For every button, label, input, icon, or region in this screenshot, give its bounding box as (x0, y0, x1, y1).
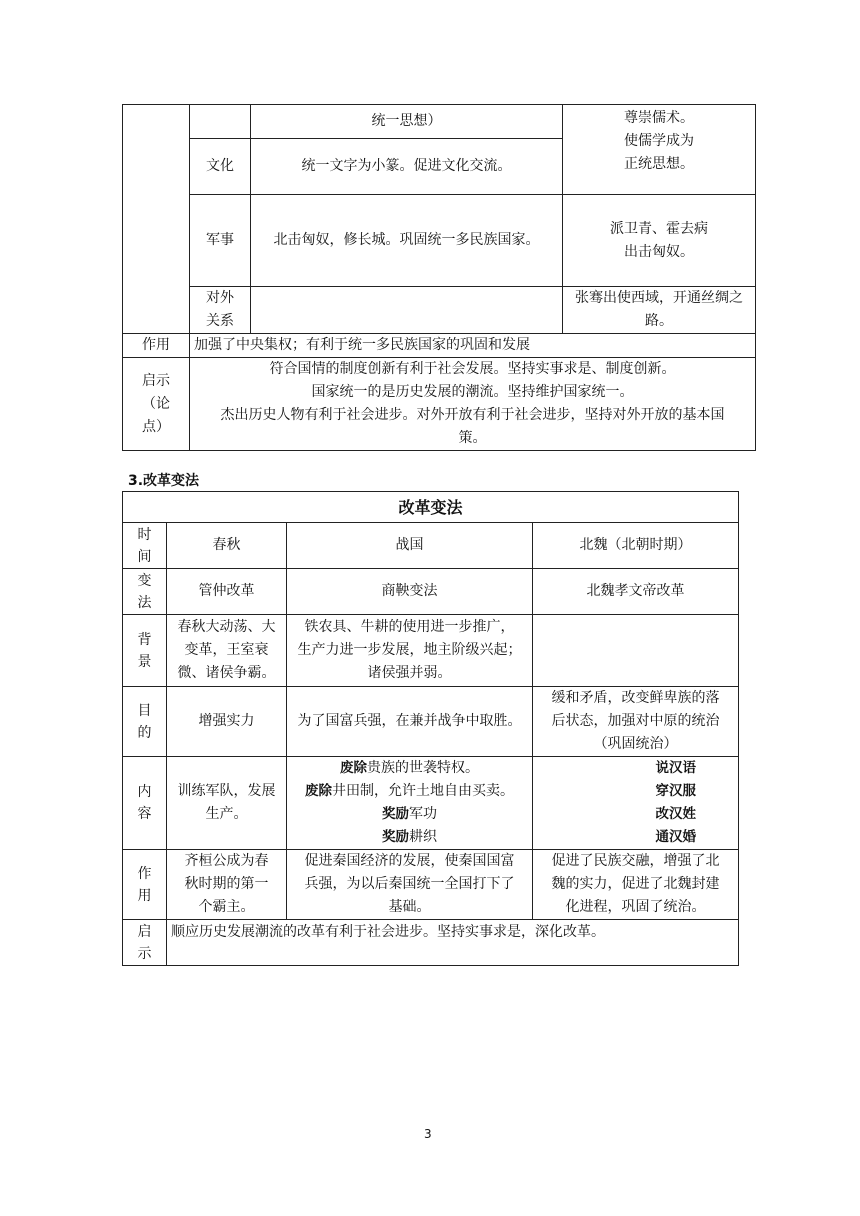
text-line (537, 780, 696, 803)
row-label (123, 850, 167, 920)
section-heading: 3.改革变法 (128, 473, 200, 489)
text-line: （巩固统治） (593, 736, 678, 752)
text-line: 化进程，巩固了统治。 (565, 899, 706, 915)
bold-keyword: 奖励 (382, 806, 409, 822)
text-line: 生产力进一步发展，地主阶级兴起； (297, 642, 522, 658)
text-line: 春秋大动荡、大 (177, 619, 276, 635)
table-row (123, 523, 739, 569)
text-cell: 统一文字为小篆。促进文化交流。 (251, 139, 563, 195)
text-line: 符合国情的制度创新有利于社会发展。坚持实事求是、制度创新。 (269, 361, 676, 377)
text-cell: 管仲改革 (167, 569, 287, 615)
table-row (123, 287, 756, 334)
text-cell (533, 850, 739, 920)
text-cell: 商鞅变法 (287, 569, 533, 615)
row-label (190, 287, 251, 334)
text-line: 法 (137, 594, 152, 611)
text-line: 启 (137, 923, 152, 940)
text-line: 铁农具、牛耕的使用进一步推广， (304, 619, 515, 635)
han-policy-table (122, 104, 756, 451)
text-line: 路。 (645, 313, 673, 329)
text-line: 启示 (142, 372, 170, 389)
bold-keyword: 奖励 (382, 829, 409, 845)
text-line: 杰出历史人物有利于社会进步。对外开放有利于社会进步，坚持对外开放的基本国 (220, 407, 725, 423)
empty-cell (251, 287, 563, 334)
text-line: 兵强，为以后秦国统一全国打下了 (304, 876, 515, 892)
table-title-row (123, 492, 739, 523)
text-line: 内 (137, 784, 152, 800)
text-line (291, 803, 528, 826)
text-cell: 统一思想） (251, 105, 563, 139)
confucianism-cell (563, 105, 756, 195)
text-line: 背 (137, 631, 152, 648)
text-line: 诸侯强并弱。 (367, 665, 452, 681)
bold-keyword: 废除 (340, 760, 367, 776)
text-cell (533, 687, 739, 757)
text-cell (287, 615, 533, 687)
text-line: 缓和矛盾，改变鲜卑族的落 (551, 690, 720, 706)
text-line: 生产。 (205, 806, 248, 822)
empty-cell (190, 105, 251, 139)
row-label (123, 358, 190, 451)
row-label (123, 523, 167, 569)
row-label (123, 569, 167, 615)
text-cell (190, 358, 756, 451)
text-line (291, 780, 528, 803)
text-line: 关系 (206, 313, 234, 329)
text-cell: 顺应历史发展潮流的改革有利于社会进步。坚持实事求是，深化改革。 (167, 920, 739, 966)
table-row (123, 358, 756, 451)
text-cell: 加强了中央集权；有利于统一多民族国家的巩固和发展 (190, 334, 756, 358)
text-cell (167, 757, 287, 850)
text-line: 齐桓公成为春 (184, 853, 269, 869)
table-row (123, 569, 739, 615)
table-row (123, 850, 739, 920)
text-line: 对外 (206, 290, 234, 306)
text-cell (563, 195, 756, 287)
table-row (123, 615, 739, 687)
table-row (123, 757, 739, 850)
table-title: 改革变法 (123, 492, 739, 523)
bold-keyword: 废除 (305, 783, 332, 799)
text-line: 点） (142, 418, 170, 435)
text-line (537, 803, 696, 826)
text-line (291, 757, 528, 780)
text-line: 时 (137, 526, 152, 543)
text-line: 训练军队，发展 (177, 783, 276, 799)
text-line: （论 (142, 395, 170, 412)
row-label: 文化 (190, 139, 251, 195)
text-fragment: 贵族的世袭特权。 (367, 760, 479, 776)
row-label (123, 687, 167, 757)
text-fragment: 耕织 (409, 829, 437, 845)
text-line: 基础。 (388, 899, 431, 915)
text-line (537, 757, 696, 780)
row-label: 军事 (190, 195, 251, 287)
table-row (123, 334, 756, 358)
text-line: 用 (137, 887, 152, 904)
text-line: 正统思想。 (624, 156, 694, 172)
empty-cell (123, 105, 190, 334)
text-line (291, 826, 528, 849)
bold-keyword: 穿汉服 (655, 783, 697, 799)
page-number: 3 (424, 1127, 432, 1141)
text-line: 的 (137, 724, 152, 741)
text-line: 策。 (458, 430, 487, 446)
text-cell: 增强实力 (167, 687, 287, 757)
text-line: 变 (137, 572, 152, 589)
text-line: 后状态，加强对中原的统治 (551, 713, 720, 729)
text-cell: 战国 (287, 523, 533, 569)
row-label: 作用 (123, 334, 190, 358)
row-label (123, 920, 167, 966)
text-line: 示 (137, 945, 152, 962)
empty-cell (533, 615, 739, 687)
reform-table (122, 491, 739, 966)
text-line: 促进了民族交融，增强了北 (551, 853, 720, 869)
text-line: 派卫青、霍去病 (610, 220, 708, 237)
bold-keyword: 说汉语 (655, 760, 697, 776)
text-cell (167, 850, 287, 920)
text-fragment: 井田制，允许土地自由买卖。 (332, 783, 514, 799)
text-cell (563, 287, 756, 334)
text-line: 尊崇儒术。 (624, 110, 694, 126)
text-line: 秋时期的第一 (184, 876, 269, 892)
text-cell (287, 757, 533, 850)
text-cell (167, 615, 287, 687)
text-cell: 北魏孝文帝改革 (533, 569, 739, 615)
text-cell (287, 850, 533, 920)
table-row (123, 920, 739, 966)
row-label (123, 615, 167, 687)
table-row (123, 195, 756, 287)
text-cell: 北击匈奴，修长城。巩固统一多民族国家。 (251, 195, 563, 287)
text-line: 作 (137, 865, 152, 882)
table-row (123, 687, 739, 757)
row-label (123, 757, 167, 850)
bold-keyword: 通汉婚 (655, 829, 697, 845)
text-line: 微、诸侯争霸。 (177, 665, 276, 681)
text-line (537, 826, 696, 849)
text-line: 景 (137, 653, 152, 670)
text-line: 国家统一的是历史发展的潮流。坚持维护国家统一。 (311, 384, 634, 400)
text-line: 魏的实力，促进了北魏封建 (551, 876, 720, 892)
text-cell (533, 757, 739, 850)
text-line: 间 (137, 548, 152, 565)
text-line: 使儒学成为 (624, 133, 694, 149)
text-line: 变革，王室衰 (184, 642, 269, 658)
text-line: 促进秦国经济的发展，使秦国国富 (304, 853, 515, 869)
text-line: 出击匈奴。 (624, 243, 694, 260)
text-cell: 春秋 (167, 523, 287, 569)
text-line: 张骞出使西域，开通丝绸之 (575, 290, 743, 306)
text-fragment: 军功 (409, 806, 437, 822)
text-cell: 为了国富兵强，在兼并战争中取胜。 (287, 687, 533, 757)
text-line: 容 (137, 806, 152, 822)
text-line: 目 (137, 702, 152, 719)
text-cell: 北魏（北朝时期） (533, 523, 739, 569)
bold-keyword: 改汉姓 (655, 806, 697, 822)
text-line: 个霸主。 (198, 899, 255, 915)
table-row (123, 105, 756, 139)
